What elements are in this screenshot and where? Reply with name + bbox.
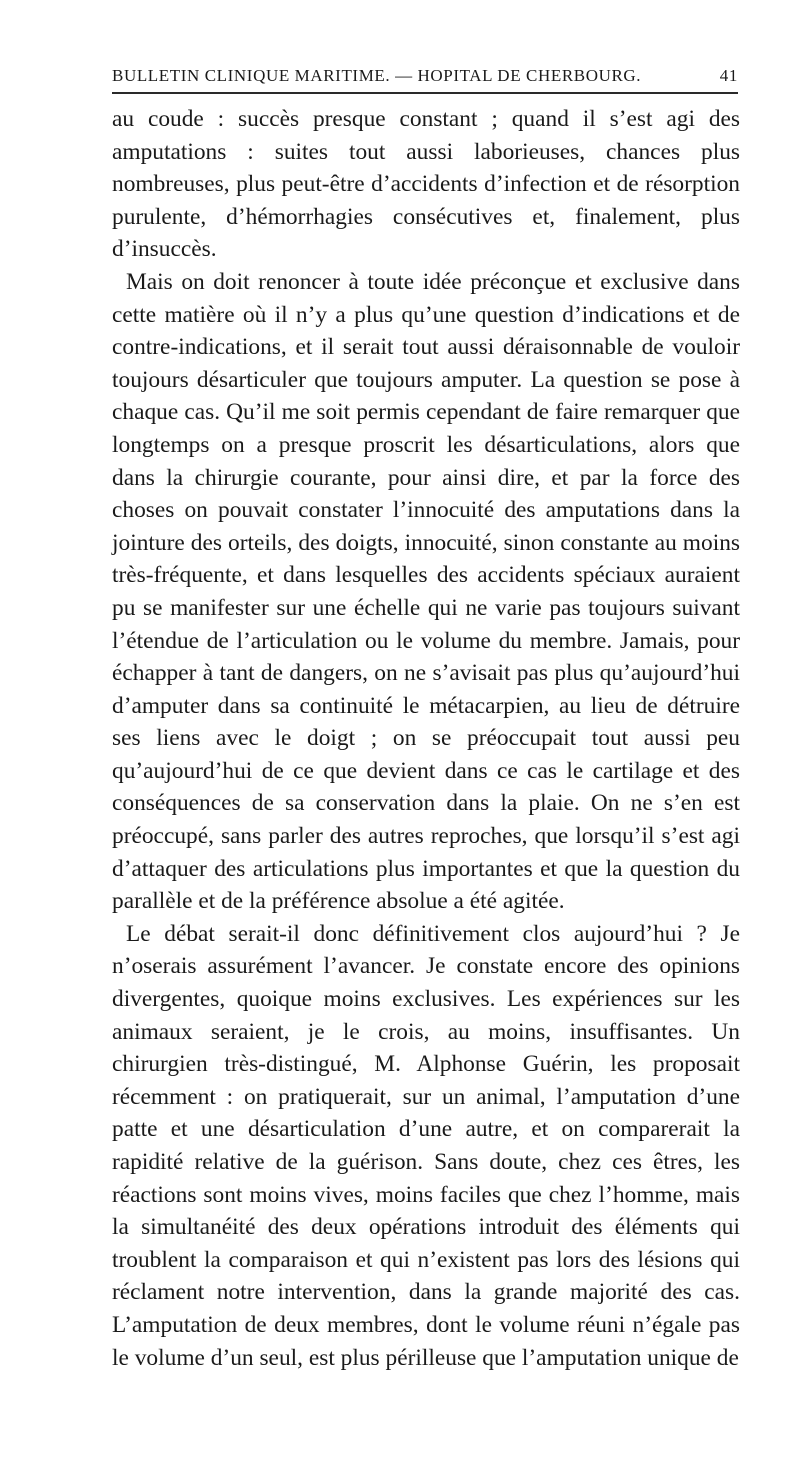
running-title: BULLETIN CLINIQUE MARITIME. — HOPITAL DE CHERBOURG. bbox=[112, 66, 642, 85]
page-number: 41 bbox=[719, 66, 738, 85]
paragraph: Mais on doit renoncer à toute idée préconçue et exclusive dans cette matière où il n’y a plus qu’une question d’indications et de contre-indications, et il serait tout aussi déraisonnable de vouloir toujours désarticuler que toujours amputer. La question se pose à chaque cas. Qu’il me soit permis cependant de faire remarquer que longtemps on a presque proscrit les désarticulations, alors que dans la chirurgie courante, pour ainsi dire, et par la force des choses on pouvait constater l’innocuité des amputations dans la jointure des orteils, des doigts, innocuité, sinon constante au moins très-fréquente, et dans lesquelles des accidents spéciaux auraient pu se manifester sur une échelle qui ne varie pas toujours suivant l’étendue de l’articulation ou le volume du membre. Jamais, pour échapper à tant de dangers, on ne s’avisait pas plus qu’aujourd’hui d’amputer dans sa continuité le métacarpien, au lieu de détruire ses liens avec le doigt ; on se préoccupait tout aussi peu qu’aujourd’hui de ce que devient dans ce cas le cartilage et des conséquences de sa conservation dans la plaie. On ne s’en est préoccupé, sans parler des autres reproches, que lorsqu’il s’est agi d’attaquer des articulations plus importantes et que la question du parallèle et de la préférence absolue a été agitée. bbox=[112, 268, 740, 915]
paragraph-continuation: au coude : succès presque constant ; quand il s’est agi des amputations : suites tout aussi laborieuses, chances plus nombreuses, plus peut-être d’accidents d’infection et de résorption purulente, d’hémorrhagies consécutives et, finalement, plus d’insuccès. bbox=[112, 106, 740, 263]
body-text bbox=[112, 103, 740, 1374]
header-rule bbox=[112, 92, 738, 94]
paragraph: Le débat serait-il donc définitivement clos aujourd’hui ? Je n’oserais assurément l’avancer. Je constate encore des opinions divergentes, quoique moins exclusives. Les expériences sur les animaux seraient, je le crois, au moins, insuffisantes. Un chirurgien très-distingué, M. Alphonse Guérin, les proposait récemment : on pratiquerait, sur un animal, l’amputation d’une patte et une désarticulation d’une autre, et on comparerait la rapidité relative de la guérison. Sans doute, chez ces êtres, les réactions sont moins vives, moins faciles que chez l’homme, mais la simultanéité des deux opérations introduit des éléments qui troublent la comparaison et qui n’existent pas lors des lésions qui réclament notre intervention, dans la grande majorité des cas. L’amputation de deux membres, dont le volume réuni n’égale pas le volume d’un seul, est plus périlleuse que l’amputation unique de bbox=[112, 920, 740, 1371]
running-header bbox=[112, 60, 738, 92]
